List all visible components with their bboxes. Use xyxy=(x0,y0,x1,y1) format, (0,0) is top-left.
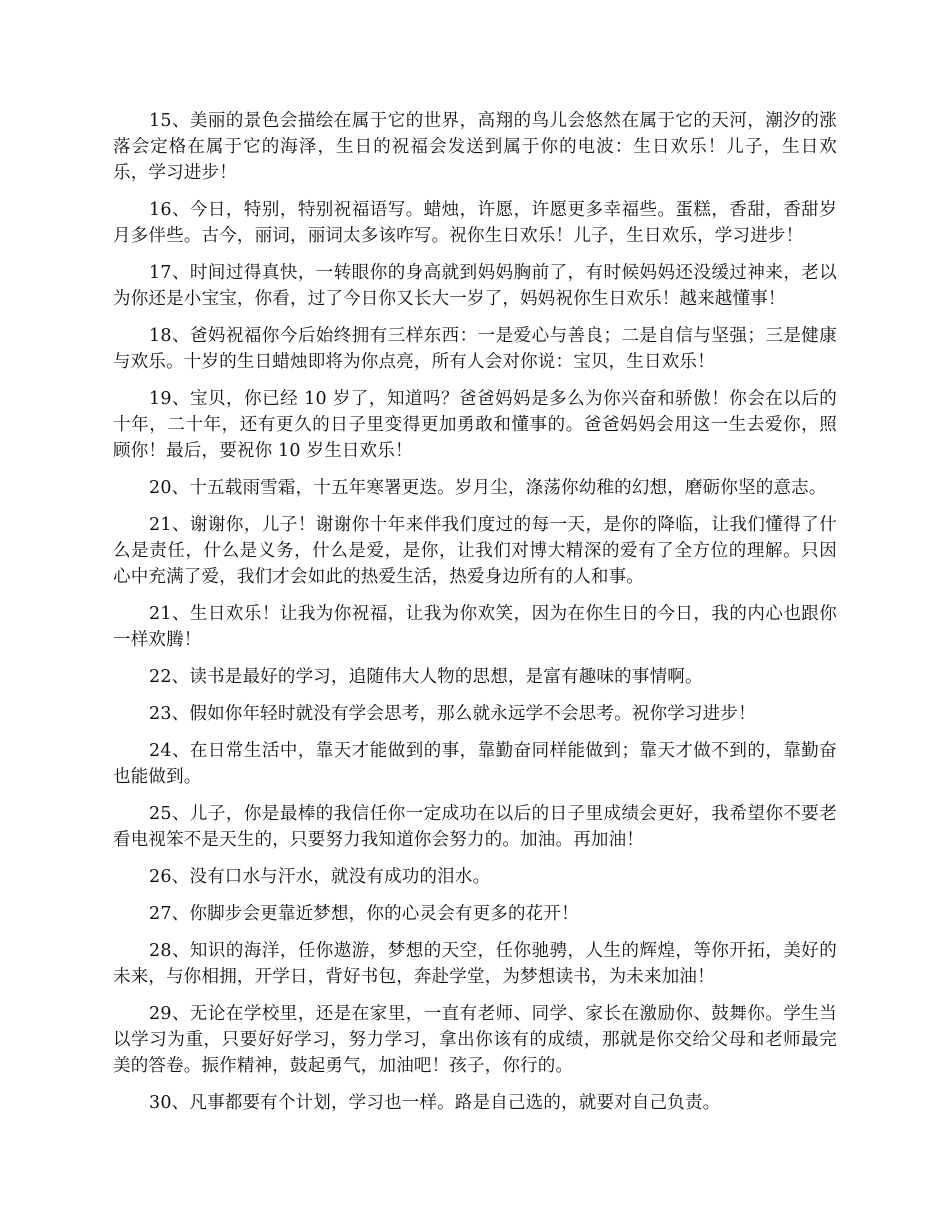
paragraph-18: 18、爸妈祝福你今后始终拥有三样东西：一是爱心与善良；二是自信与坚强；三是健康与欢乐。十岁的生日蜡烛即将为你点亮，所有人会对你说：宝贝，生日欢乐！ xyxy=(113,326,837,372)
paragraph-15: 15、美丽的景色会描绘在属于它的世界，高翔的鸟儿会悠然在属于它的天河，潮汐的涨落会定格在属于它的海泽，生日的祝福会发送到属于你的电波：生日欢乐！儿子，生日欢乐，学习进步！ xyxy=(113,111,837,183)
paragraph-20: 20、十五载雨雪霜，十五年寒署更迭。岁月尘，涤荡你幼稚的幻想，磨砺你坚的意志。 xyxy=(149,478,827,498)
paragraph-21a: 21、谢谢你，儿子！谢谢你十年来伴我们度过的每一天，是你的降临，让我们懂得了什么是责任，什么是义务，什么是爱，是你，让我们对博大精深的爱有了全方位的理解。只因心中充满了爱，我们才会如此的热爱生活，热爱身边所有的人和事。 xyxy=(113,515,837,587)
paragraph-16: 16、今日，特别，特别祝福语写。蜡烛，许愿，许愿更多幸福些。蛋糕，香甜，香甜岁月多伴些。古今，丽词，丽词太多该咋写。祝你生日欢乐！儿子，生日欢乐，学习进步！ xyxy=(113,200,837,246)
paragraph-17: 17、时间过得真快，一转眼你的身高就到妈妈胸前了，有时候妈妈还没缓过神来，老以为你还是小宝宝，你看，过了今日你又长大一岁了，妈妈祝你生日欢乐！越来越懂事！ xyxy=(113,263,837,309)
document-body xyxy=(113,108,837,1127)
paragraph-21b: 21、生日欢乐！让我为你祝福，让我为你欢笑，因为在你生日的今日，我的内心也跟你一样欢腾！ xyxy=(113,604,837,650)
paragraph-29: 29、无论在学校里，还是在家里，一直有老师、同学、家长在激励你、鼓舞你。学生当以学习为重，只要好好学习，努力学习，拿出你该有的成绩，那就是你交给父母和老师最完美的答卷。振作精神，鼓起勇气，加油吧！孩子，你行的。 xyxy=(113,1004,837,1076)
paragraph-30: 30、凡事都要有个计划，学习也一样。路是自己选的，就要对自己负责。 xyxy=(149,1093,721,1113)
paragraph-27: 27、你脚步会更靠近梦想，你的心灵会有更多的花开！ xyxy=(149,904,579,924)
paragraph-25: 25、儿子，你是最棒的我信任你一定成功在以后的日子里成绩会更好，我希望你不要老看电视笨不是天生的，只要努力我知道你会努力的。加油。再加油！ xyxy=(113,804,837,850)
paragraph-28: 28、知识的海洋，任你遨游，梦想的天空，任你驰骋，人生的辉煌，等你开拓，美好的未来，与你相拥，开学日，背好书包，奔赴学堂，为梦想读书，为未来加油！ xyxy=(113,941,837,987)
paragraph-22: 22、读书是最好的学习，追随伟大人物的思想，是富有趣味的事情啊。 xyxy=(149,667,703,687)
paragraph-26: 26、没有口水与汗水，就没有成功的泪水。 xyxy=(149,867,491,887)
paragraph-24: 24、在日常生活中，靠天才能做到的事，靠勤奋同样能做到；靠天才做不到的，靠勤奋也能做到。 xyxy=(113,741,837,787)
paragraph-23: 23、假如你年轻时就没有学会思考，那么就永远学不会思考。祝你学习进步！ xyxy=(149,704,756,724)
paragraph-19: 19、宝贝，你已经 10 岁了，知道吗？爸爸妈妈是多么为你兴奋和骄傲！你会在以后的十年，二十年，还有更久的日子里变得更加勇敢和懂事的。爸爸妈妈会用这一生去爱你，照顾你！最后，要祝你 10 岁生日欢乐！ xyxy=(113,389,837,461)
